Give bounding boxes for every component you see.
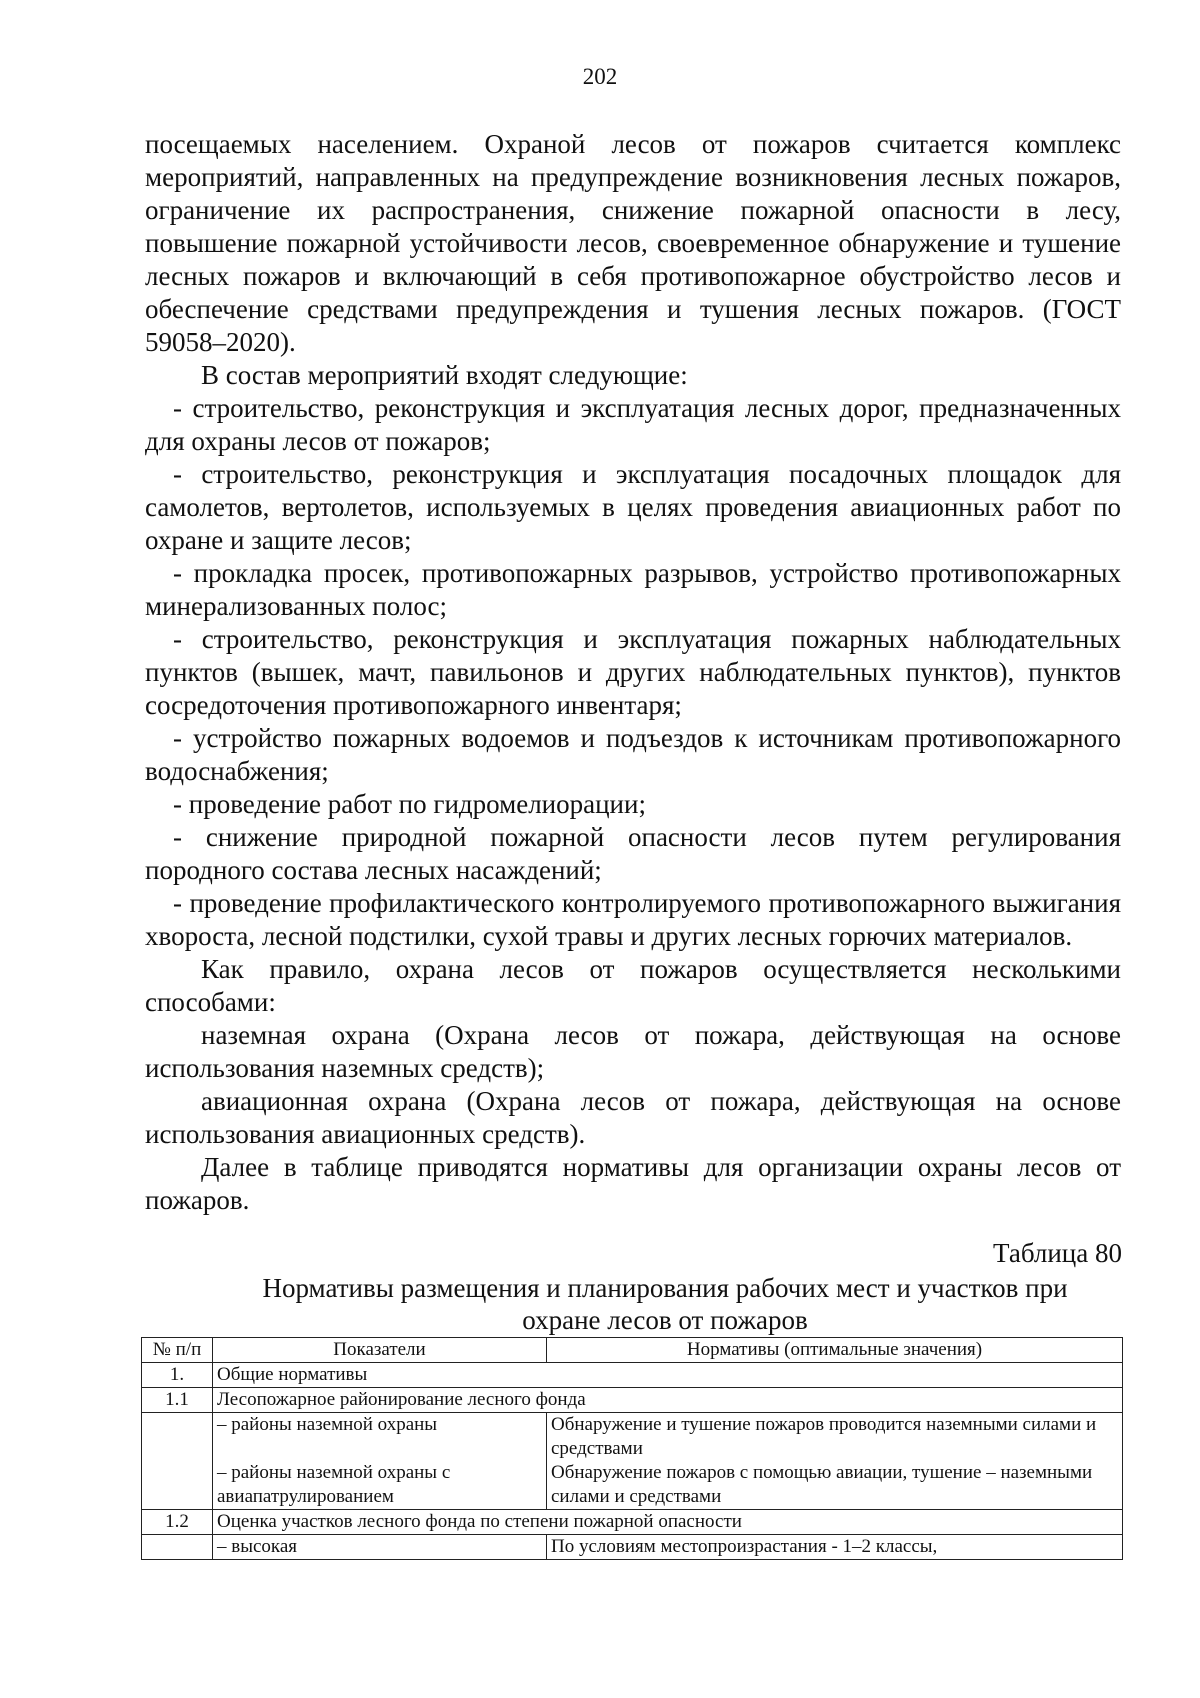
section-heading: Лесопожарное районирование лесного фонда xyxy=(213,1388,1123,1413)
column-header: Показатели xyxy=(213,1338,547,1363)
paragraph: наземная охрана (Охрана лесов от пожара, действующая на основе использования наземных средств); xyxy=(145,1020,1121,1083)
indicator-cell: – высокая xyxy=(213,1535,547,1560)
table-row xyxy=(142,1510,1123,1535)
table-row xyxy=(142,1363,1123,1388)
body-text xyxy=(145,128,1121,1217)
row-number-empty xyxy=(142,1413,213,1462)
row-number: 1. xyxy=(142,1363,213,1388)
column-header: № п/п xyxy=(142,1338,213,1363)
row-number-empty xyxy=(142,1461,213,1510)
paragraph: Далее в таблице приводятся нормативы для организации охраны лесов от пожаров. xyxy=(145,1152,1121,1215)
table-row xyxy=(142,1535,1123,1560)
norm-cell: По условиям местопроизрастания - 1–2 классы, xyxy=(547,1535,1123,1560)
list-item: - устройство пожарных водоемов и подъездов к источникам противопожарного водоснабжения; xyxy=(145,723,1121,786)
norm-cell: Обнаружение пожаров с помощью авиации, тушение – наземными силами и средствами xyxy=(547,1461,1123,1510)
section-heading: Общие нормативы xyxy=(213,1363,1123,1388)
indicator-cell: – районы наземной охраны xyxy=(213,1413,547,1462)
table-header-row xyxy=(142,1338,1123,1363)
table-title: Нормативы размещения и планирования рабочих мест и участков при охране лесов от пожаров xyxy=(262,1273,1068,1335)
table-label: Таблица 80 xyxy=(993,1238,1122,1268)
table-row xyxy=(142,1388,1123,1413)
norms-table xyxy=(141,1337,1123,1560)
paragraph: В состав мероприятий входят следующие: xyxy=(201,360,688,390)
section-heading: Оценка участков лесного фонда по степени пожарной опасности xyxy=(213,1510,1123,1535)
list-item: - проведение работ по гидромелиорации; xyxy=(173,789,646,819)
list-item: - прокладка просек, противопожарных разрывов, устройство противопожарных минерализованных полос; xyxy=(145,558,1121,621)
list-item: - строительство, реконструкция и эксплуатация пожарных наблюдательных пунктов (вышек, мачт, павильонов и других наблюдательных пунктов), пунктов сосредоточения противопожарного инвентаря; xyxy=(145,624,1121,720)
list-item: - строительство, реконструкция и эксплуатация лесных дорог, предназначенных для охраны лесов от пожаров; xyxy=(145,393,1121,456)
table-row xyxy=(142,1461,1123,1510)
list-item: - проведение профилактического контролируемого противопожарного выжигания хвороста, лесной подстилки, сухой травы и других лесных горючих материалов. xyxy=(145,888,1121,951)
paragraph: Как правило, охрана лесов от пожаров осуществляется несколькими способами: xyxy=(145,954,1121,1017)
list-item: - строительство, реконструкция и эксплуатация посадочных площадок для самолетов, вертолетов, используемых в целях проведения авиационных работ по охране и защите лесов; xyxy=(145,459,1121,555)
row-number-empty xyxy=(142,1535,213,1560)
list-item: - снижение природной пожарной опасности лесов путем регулирования породного состава лесных насаждений; xyxy=(145,822,1121,885)
table-row xyxy=(142,1413,1123,1462)
page-number: 202 xyxy=(582,64,618,89)
row-number: 1.2 xyxy=(142,1510,213,1535)
indicator-cell: – районы наземной охраны с авиапатрулированием xyxy=(213,1461,547,1510)
row-number: 1.1 xyxy=(142,1388,213,1413)
norm-cell: Обнаружение и тушение пожаров проводится наземными силами и средствами xyxy=(547,1413,1123,1462)
paragraph: авиационная охрана (Охрана лесов от пожара, действующая на основе использования авиационных средств). xyxy=(145,1086,1121,1149)
paragraph: посещаемых населением. Охраной лесов от пожаров считается комплекс мероприятий, направленных на предупреждение возникновения лесных пожаров, ограничение их распространения, снижение пожарной опасности в лесу, повышение пожарной устойчивости лесов, своевременное обнаружение и тушение лесных пожаров и включающий в себя противопожарное обустройство лесов и обеспечение средствами предупреждения и тушения лесных пожаров. (ГОСТ 59058–2020). xyxy=(145,129,1121,357)
column-header: Нормативы (оптимальные значения) xyxy=(547,1338,1123,1363)
